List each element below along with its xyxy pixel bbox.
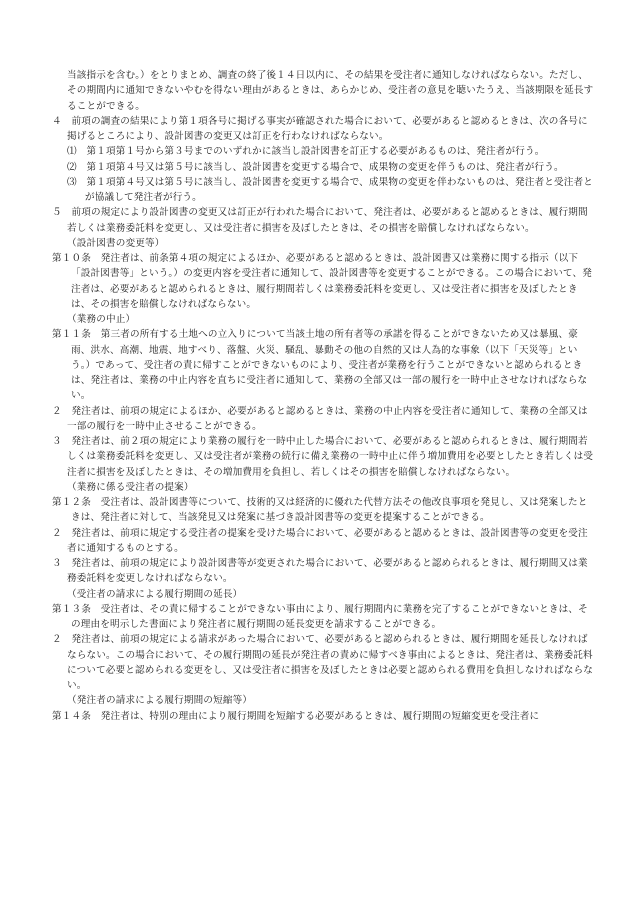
- article-heading: （受注者の請求による履行期間の延長）: [67, 588, 243, 600]
- clause-paragraph: ２ 発注者は、前項の規定によるほか、必要があると認めるときは、業務の中止内容を受注者に通知して、業務の全部又は一部の履行を一時中止させることができる。: [52, 405, 588, 432]
- article-heading: （発注者の請求による履行期間の短縮等）: [67, 695, 253, 707]
- article-heading: （設計図書の変更等）: [67, 237, 165, 249]
- article-paragraph: 第１０条 発注者は、前条第４項の規定によるほか、必要があると認めるときは、設計図書又は業務に関する指示（以下「設計図書等」という。）の変更内容を受注者に通知して、設計図書等を変更することができる。この場合において、発注者は、必要があると認められるときは、履行期間若しくは業務委託料を変更し、又は受注者に損害を及ぼしたときは、その損害を賠償しなければならない。: [52, 253, 592, 310]
- clause-paragraph: ５ 前項の規定により設計図書の変更又は訂正が行われた場合において、発注者は、必要があると認めるときは、履行期間若しくは業務委託料を変更し、又は受注者に損害を及ぼしたときは、その損害を賠償しなければならない。: [52, 207, 588, 234]
- article-paragraph: 第１２条 受注者は、設計図書等について、技術的又は経済的に優れた代替方法その他改良事項を発見し、又は発案したときは、発注者に対して、当該発見又は発案に基づき設計図書等の変更を提案することができる。: [52, 497, 588, 524]
- clause-paragraph: ３ 発注者は、前２項の規定により業務の履行を一時中止した場合において、必要があると認められるときは、履行期間若しくは業務委託料を変更し、又は受注者が業務の続行に備え業務の一時中止に伴う増加費用を必要としたとき若しくは受注者に損害を及ぼしたときは、その増加費用を負担し、若しくはその損害を賠償しなければならない。: [52, 436, 594, 478]
- article-heading: （業務に係る受注者の提案）: [67, 481, 194, 493]
- sub-item: ⑵ 第１項第４号又は第５号に該当し、設計図書を変更する場合で、成果物の変更を伴うものは、発注者が行う。: [67, 161, 564, 173]
- clause-paragraph: ４ 前項の調査の結果により第１項各号に掲げる事実が確認された場合において、必要があると認めるときは、次の各号に掲げるところにより、設計図書の変更又は訂正を行わなければならない。: [52, 115, 588, 142]
- article-paragraph: 第１１条 第三者の所有する土地への立入りについて当該土地の所有者等の承諾を得ることができないため又は暴風、豪雨、洪水、高潮、地震、地すべり、落盤、火災、騒乱、暴動その他の自然的又は人為的な事象（以下「天災等」という。）であって、受注者の責に帰すことができないものにより、受注者が業務を行うことができないと認められるときは、発注者は、業務の中止内容を直ちに受注者に通知して、業務の全部又は一部の履行を一時中止させなければならない。: [52, 329, 588, 402]
- clause-paragraph: ２ 発注者は、前項の規定による請求があった場合において、必要があると認められるときは、履行期間を延長しなければならない。この場合において、その履行期間の延長が発注者の責めに帰すべき事由によるときは、発注者は、業務委託料について必要と認められる変更をし、又は受注者に損害を及ぼしたときは必要と認められる費用を負担しなければならない。: [52, 634, 593, 691]
- article-heading: （業務の中止）: [67, 314, 136, 325]
- sub-item: ⑴ 第１項第１号から第３号までのいずれかに該当し設計図書を訂正する必要があるものは、発注者が行う。: [67, 146, 545, 158]
- article-paragraph: 第１３条 受注者は、その責に帰することができない事由により、履行期間内に業務を完了することができないときは、その理由を明示した書面により発注者に履行期間の延長変更を請求することができる。: [52, 603, 588, 630]
- article-paragraph: 第１４条 発注者は、特別の理由により履行期間を短縮する必要があるときは、履行期間の短縮変更を受注者に: [52, 710, 540, 722]
- sub-item: ⑶ 第１項第４号又は第５号に該当し、設計図書を変更する場合で、成果物の変更を伴わないものは、発注者と受注者とが協議して発注者が行う。: [67, 176, 593, 203]
- clause-paragraph: ２ 発注者は、前項に規定する受注者の提案を受けた場合において、必要があると認めるときは、設計図書等の変更を受注者に通知するものとする。: [52, 527, 588, 554]
- clause-paragraph: ３ 発注者は、前項の規定により設計図書等が変更された場合において、必要があると認められるときは、履行期間又は業務委託料を変更しなければならない。: [52, 558, 588, 585]
- clause-paragraph: 当該指示を含む。）をとりまとめ、調査の終了後１４日以内に、その結果を受注者に通知しなければならない。ただし、その期間内に通知できないやむを得ない理由があるときは、あらかじめ、受注者の意見を聴いたうえ、当該期限を延長することができる。: [67, 70, 594, 112]
